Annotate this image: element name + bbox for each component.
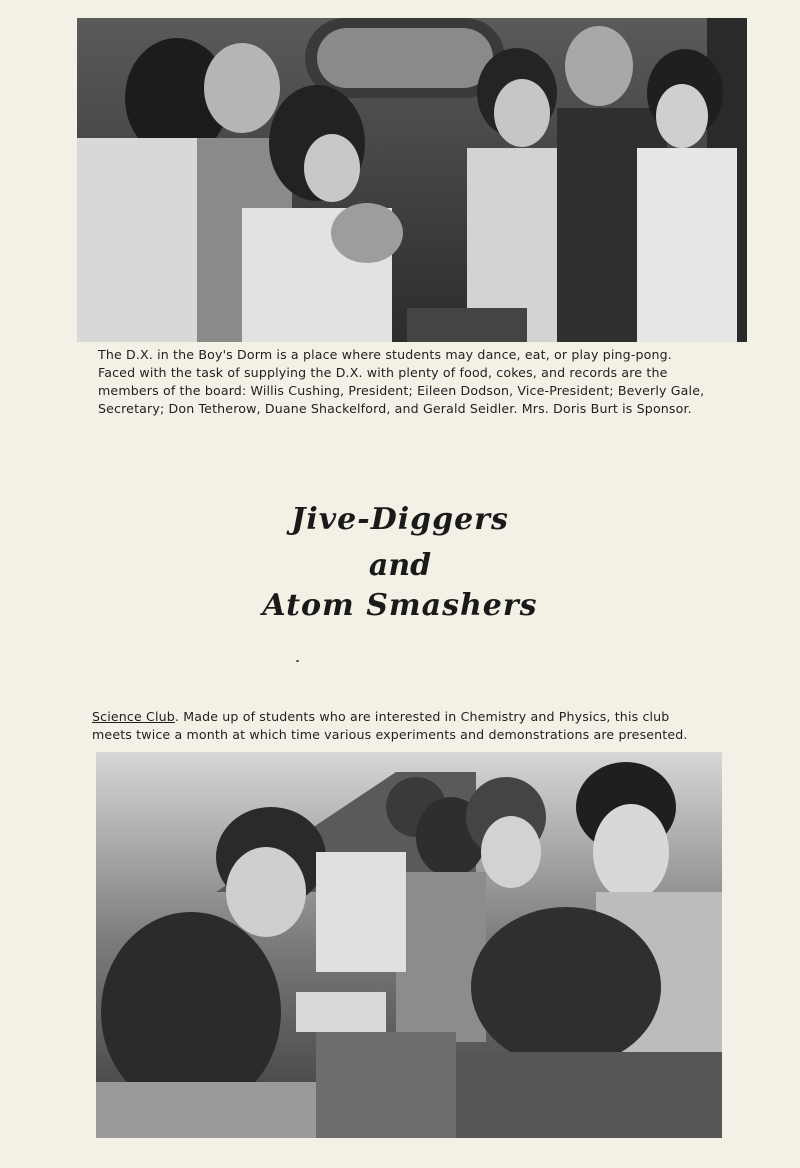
section-heading-line-2: and <box>368 548 432 583</box>
caption-line: The D.X. in the Boy's Dorm is a place where students may dance, eat, or play ping-pong. <box>98 347 672 362</box>
print-speck <box>296 660 299 662</box>
section-heading-line-1: Jive-Diggers <box>291 502 509 537</box>
caption-line <box>92 708 732 726</box>
science-club-caption <box>92 708 732 744</box>
caption-text: . Made up of students who are interested in Chemistry and Physics, this club <box>174 709 670 724</box>
science-photo-illustration <box>96 752 722 1138</box>
club-name: Science Club <box>92 709 175 724</box>
caption-line: meets twice a month at which time various experiments and demonstrations are presented. <box>92 727 688 742</box>
section-heading-line-3: Atom Smashers <box>262 588 538 623</box>
science-club-photo <box>96 752 722 1138</box>
dorm-photo-caption <box>98 346 748 418</box>
dorm-group-photo <box>77 18 747 342</box>
dorm-photo-illustration <box>77 18 747 342</box>
caption-line: members of the board: Willis Cushing, President; Eileen Dodson, Vice-President; Beverly Gale, <box>98 383 705 398</box>
caption-line: Faced with the task of supplying the D.X. with plenty of food, cokes, and records are the <box>98 365 668 380</box>
caption-line: Secretary; Don Tetherow, Duane Shackelford, and Gerald Seidler. Mrs. Doris Burt is Sponsor. <box>98 401 692 416</box>
